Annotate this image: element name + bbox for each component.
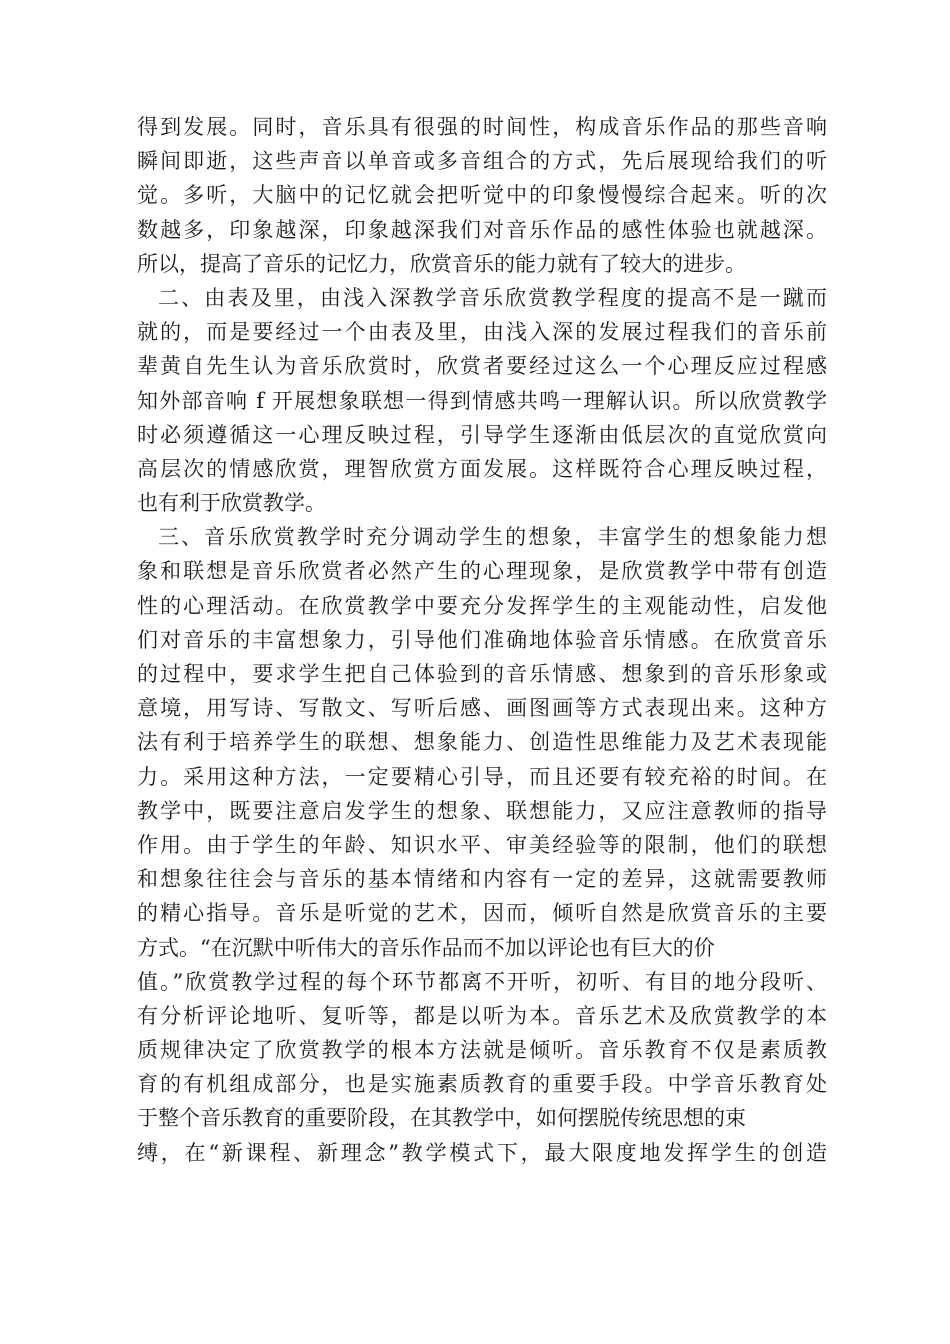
text-line: 的过程中，要求学生把自己体验到的音乐情感、想象到的音乐形象或 [137, 662, 827, 686]
text-line: 性的心理活动。在欣赏教学中要充分发挥学生的主观能动性，启发他 [137, 593, 827, 618]
text-line: 缚，在“新课程、新理念”教学模式下，最大限度地发挥学生的创造 [137, 1140, 827, 1165]
text-line: 二、由表及里，由浅入深教学音乐欣赏教学程度的提高不是一蹴而 [158, 285, 827, 310]
text-line: 值。”欣赏教学过程的每个环节都离不开听，初听、有目的地分段听、 [137, 969, 827, 994]
text-line: 觉。多听，大脑中的记忆就会把听觉中的印象慢慢综合起来。听的次 [137, 183, 827, 208]
text-line: 于整个音乐教育的重要阶段，在其教学中，如何摆脱传统思想的束 [137, 1106, 746, 1131]
text-line: 的精心指导。音乐是听觉的艺术，因而，倾听自然是欣赏音乐的主要 [137, 901, 827, 926]
text-line: 们对音乐的丰富想象力，引导他们准确地体验音乐情感。在欣赏音乐 [137, 627, 827, 652]
text-line: 时必须遵循这一心理反映过程，引导学生逐渐由低层次的直觉欣赏向 [137, 422, 827, 447]
text-line: 象和联想是音乐欣赏者必然产生的心理现象，是欣赏教学中带有创造 [137, 559, 827, 584]
text-line: 所以，提高了音乐的记忆力，欣赏音乐的能力就有了较大的进步。 [137, 251, 746, 276]
text-line: 教学中，既要注意启发学生的想象、联想能力，又应注意教师的指导 [137, 798, 827, 823]
text-line: 辈黄自先生认为音乐欣赏时，欣赏者要经过这么一个心理反应过程感 [137, 354, 827, 379]
text-line: 方式。“在沉默中听伟大的音乐作品而不加以评论也有巨大的价 [137, 935, 715, 960]
text-line: 作用。由于学生的年龄、知识水平、审美经验等的限制，他们的联想 [137, 832, 827, 857]
text-line: 和想象往往会与音乐的基本情绪和内容有一定的差异，这就需要教师 [137, 867, 827, 892]
text-line: 也有利于欣赏教学。 [137, 491, 326, 516]
text-line: 力。采用这种方法，一定要精心引导，而且还要有较充裕的时间。在 [137, 764, 827, 789]
text-line: 瞬间即逝，这些声音以单音或多音组合的方式，先后展现给我们的听 [137, 149, 827, 174]
text-line: 质规律决定了欣赏教学的根本方法就是倾听。音乐教育不仅是素质教 [137, 1038, 827, 1063]
text-line: 知外部音响 f 开展想象联想一得到情感共鸣一理解认识。所以欣赏教学 [137, 388, 827, 413]
text-line: 数越多，印象越深，印象越深我们对音乐作品的感性体验也就越深。 [137, 217, 827, 242]
text-line: 有分析评论地听、复听等，都是以听为本。音乐艺术及欣赏教学的本 [137, 1003, 827, 1028]
text-line: 育的有机组成部分，也是实施素质教育的重要手段。中学音乐教育处 [137, 1072, 827, 1097]
text-line: 意境，用写诗、写散文、写听后感、画图画等方式表现出来。这种方 [137, 696, 827, 721]
body-text [137, 110, 827, 1170]
text-line: 法有利于培养学生的联想、想象能力、创造性思维能力及艺术表现能 [137, 730, 827, 755]
text-line: 就的，而是要经过一个由表及里，由浅入深的发展过程我们的音乐前 [137, 320, 827, 345]
text-line: 高层次的情感欣赏，理智欣赏方面发展。这样既符合心理反映过程， [137, 456, 827, 481]
text-line: 得到发展。同时，音乐具有很强的时间性，构成音乐作品的那些音响 [137, 115, 827, 139]
text-line: 三、音乐欣赏教学时充分调动学生的想象，丰富学生的想象能力想 [158, 525, 827, 550]
